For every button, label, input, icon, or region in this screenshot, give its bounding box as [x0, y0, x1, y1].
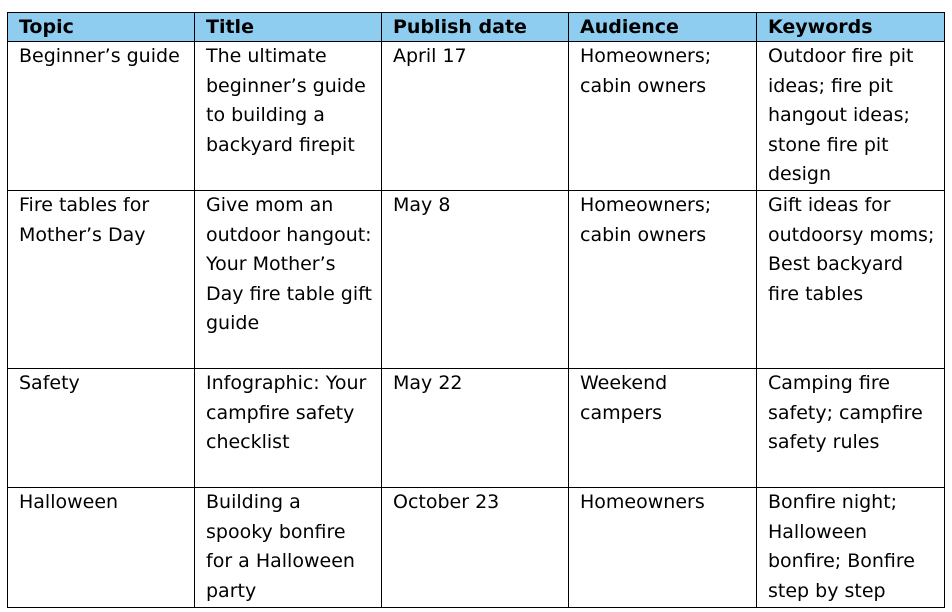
cell-audience: Homeowners; cabin owners — [569, 42, 757, 191]
table-row — [8, 42, 945, 191]
column-header-title: Title — [195, 13, 382, 42]
table-row — [8, 369, 945, 488]
cell-topic: Beginner’s guide — [8, 42, 195, 191]
cell-publish-date: May 8 — [382, 191, 569, 369]
header-row — [8, 13, 945, 42]
column-header-keywords: Keywords — [757, 13, 945, 42]
table-row — [8, 488, 945, 608]
cell-audience: Homeowners; cabin owners — [569, 191, 757, 369]
cell-publish-date: October 23 — [382, 488, 569, 608]
cell-publish-date: April 17 — [382, 42, 569, 191]
cell-title: The ultimate beginner’s guide to building a backyard firepit — [195, 42, 382, 191]
cell-keywords: Outdoor fire pit ideas; fire pit hangout ideas; stone fire pit design — [757, 42, 945, 191]
table-header — [8, 13, 945, 42]
cell-keywords: Camping fire safety; campfire safety rules — [757, 369, 945, 488]
cell-title: Building a spooky bonfire for a Halloween party — [195, 488, 382, 608]
cell-publish-date: May 22 — [382, 369, 569, 488]
column-header-topic: Topic — [8, 13, 195, 42]
cell-audience: Weekend campers — [569, 369, 757, 488]
cell-keywords: Bonfire night; Halloween bonfire; Bonfire step by step — [757, 488, 945, 608]
cell-keywords: Gift ideas for outdoorsy moms; Best backyard fire tables — [757, 191, 945, 369]
cell-title: Infographic: Your campfire safety checklist — [195, 369, 382, 488]
column-header-publish-date: Publish date — [382, 13, 569, 42]
content-calendar-table — [7, 12, 945, 608]
cell-topic: Safety — [8, 369, 195, 488]
column-header-audience: Audience — [569, 13, 757, 42]
cell-topic: Halloween — [8, 488, 195, 608]
table-row — [8, 191, 945, 369]
cell-audience: Homeowners — [569, 488, 757, 608]
cell-topic: Fire tables for Mother’s Day — [8, 191, 195, 369]
table-body — [8, 42, 945, 608]
cell-title: Give mom an outdoor hangout: Your Mother’s Day fire table gift guide — [195, 191, 382, 369]
